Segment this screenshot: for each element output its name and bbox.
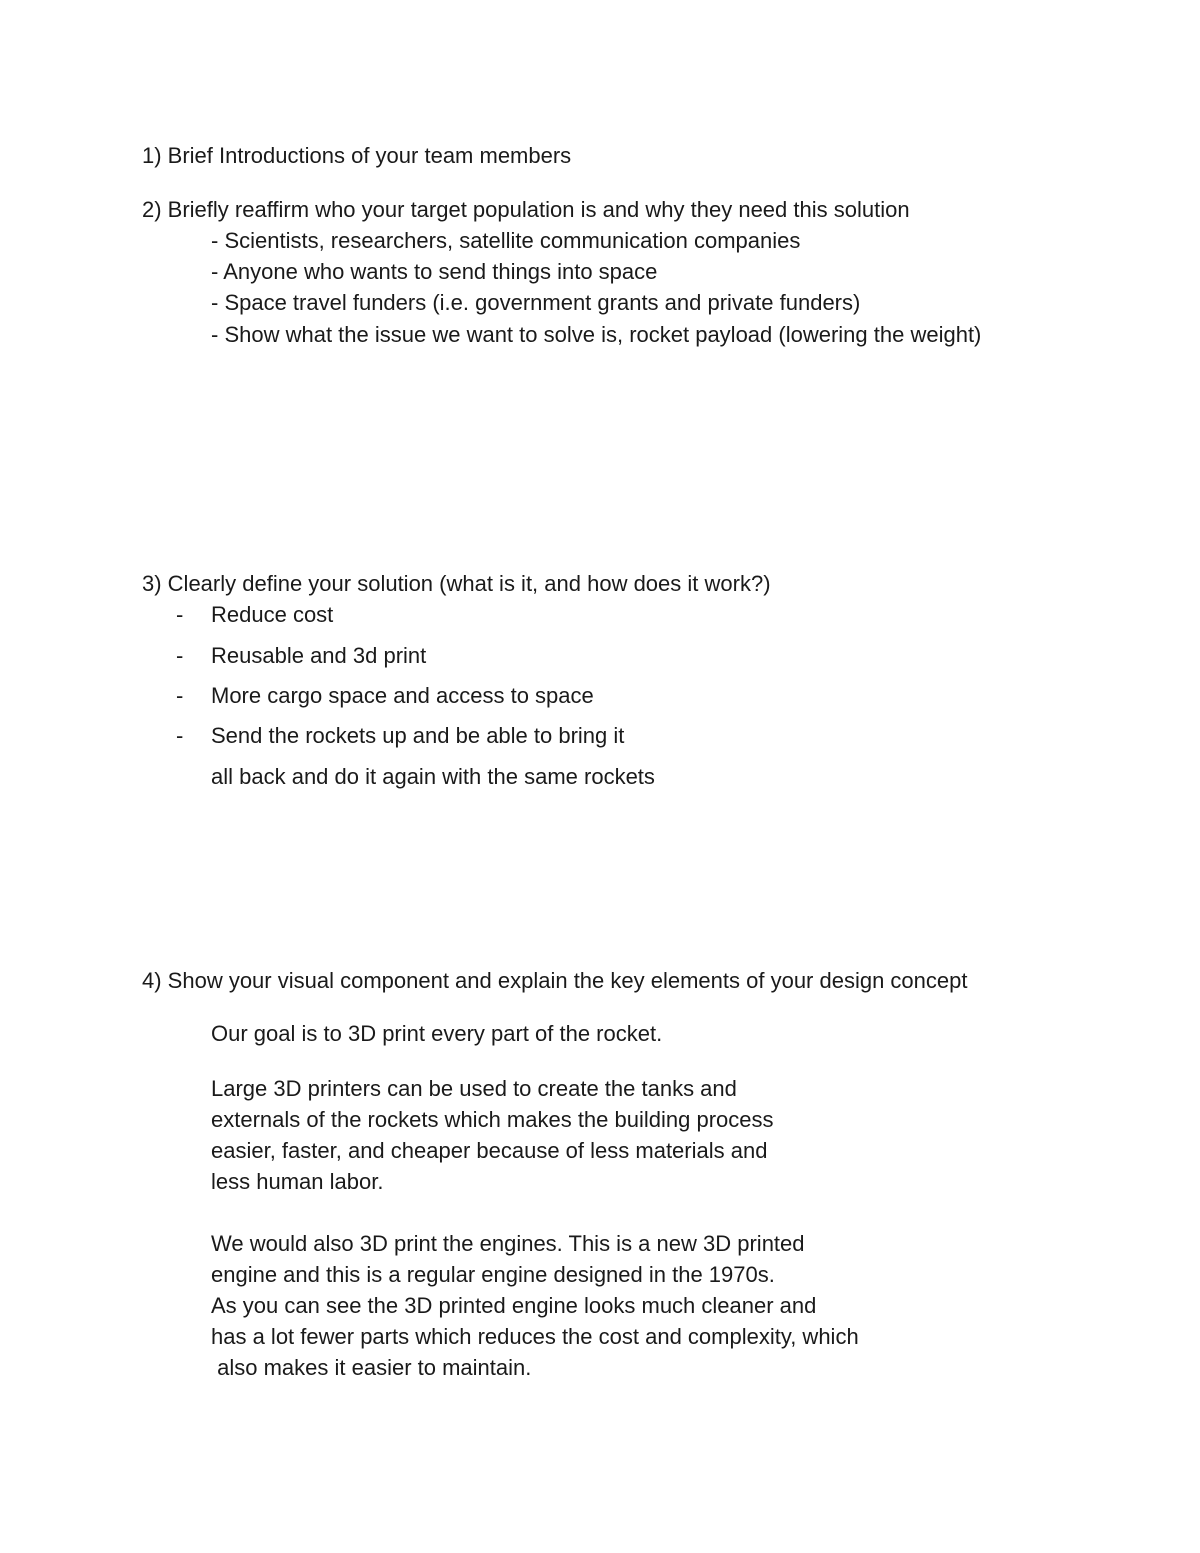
section-3-bullet: Reduce cost (211, 602, 334, 627)
section-3-bullet: Send the rockets up and be able to bring it (211, 723, 625, 748)
section-2-line: - Scientists, researchers, satellite communication companies (211, 228, 801, 253)
paragraph-line: Our goal is to 3D print every part of the rocket. (211, 1021, 663, 1046)
bullet-marker: - (176, 643, 184, 668)
section-2-line: - Space travel funders (i.e. government grants and private funders) (211, 290, 861, 315)
paragraph-line: We would also 3D print the engines. This is a new 3D printed (211, 1231, 805, 1256)
section-3-heading: 3) Clearly define your solution (what is it, and how does it work?) (142, 571, 771, 596)
section-3-continuation: all back and do it again with the same rockets (211, 764, 655, 789)
bullet-marker: - (176, 723, 184, 748)
paragraph-line: also makes it easier to maintain. (211, 1355, 532, 1380)
bullet-marker: - (176, 683, 184, 708)
bullet-marker: - (176, 602, 184, 627)
paragraph-line: easier, faster, and cheaper because of less materials and (211, 1138, 768, 1163)
paragraph-line: has a lot fewer parts which reduces the cost and complexity, which (211, 1324, 859, 1349)
paragraph-line: Large 3D printers can be used to create the tanks and (211, 1076, 737, 1101)
section-4-heading: 4) Show your visual component and explain the key elements of your design concept (142, 968, 968, 993)
paragraph-line: As you can see the 3D printed engine looks much cleaner and (211, 1293, 817, 1318)
section-3-bullet: Reusable and 3d print (211, 643, 427, 668)
section-2-line: - Anyone who wants to send things into space (211, 259, 658, 284)
section-2-line: - Show what the issue we want to solve is, rocket payload (lowering the weight) (211, 322, 982, 347)
paragraph-line: less human labor. (211, 1169, 384, 1194)
section-1-heading: 1) Brief Introductions of your team members (142, 143, 572, 168)
section-2-heading: 2) Briefly reaffirm who your target population is and why they need this solution (142, 197, 910, 222)
paragraph-line: engine and this is a regular engine designed in the 1970s. (211, 1262, 775, 1287)
paragraph-line: externals of the rockets which makes the building process (211, 1107, 774, 1132)
section-3-bullet: More cargo space and access to space (211, 683, 594, 708)
